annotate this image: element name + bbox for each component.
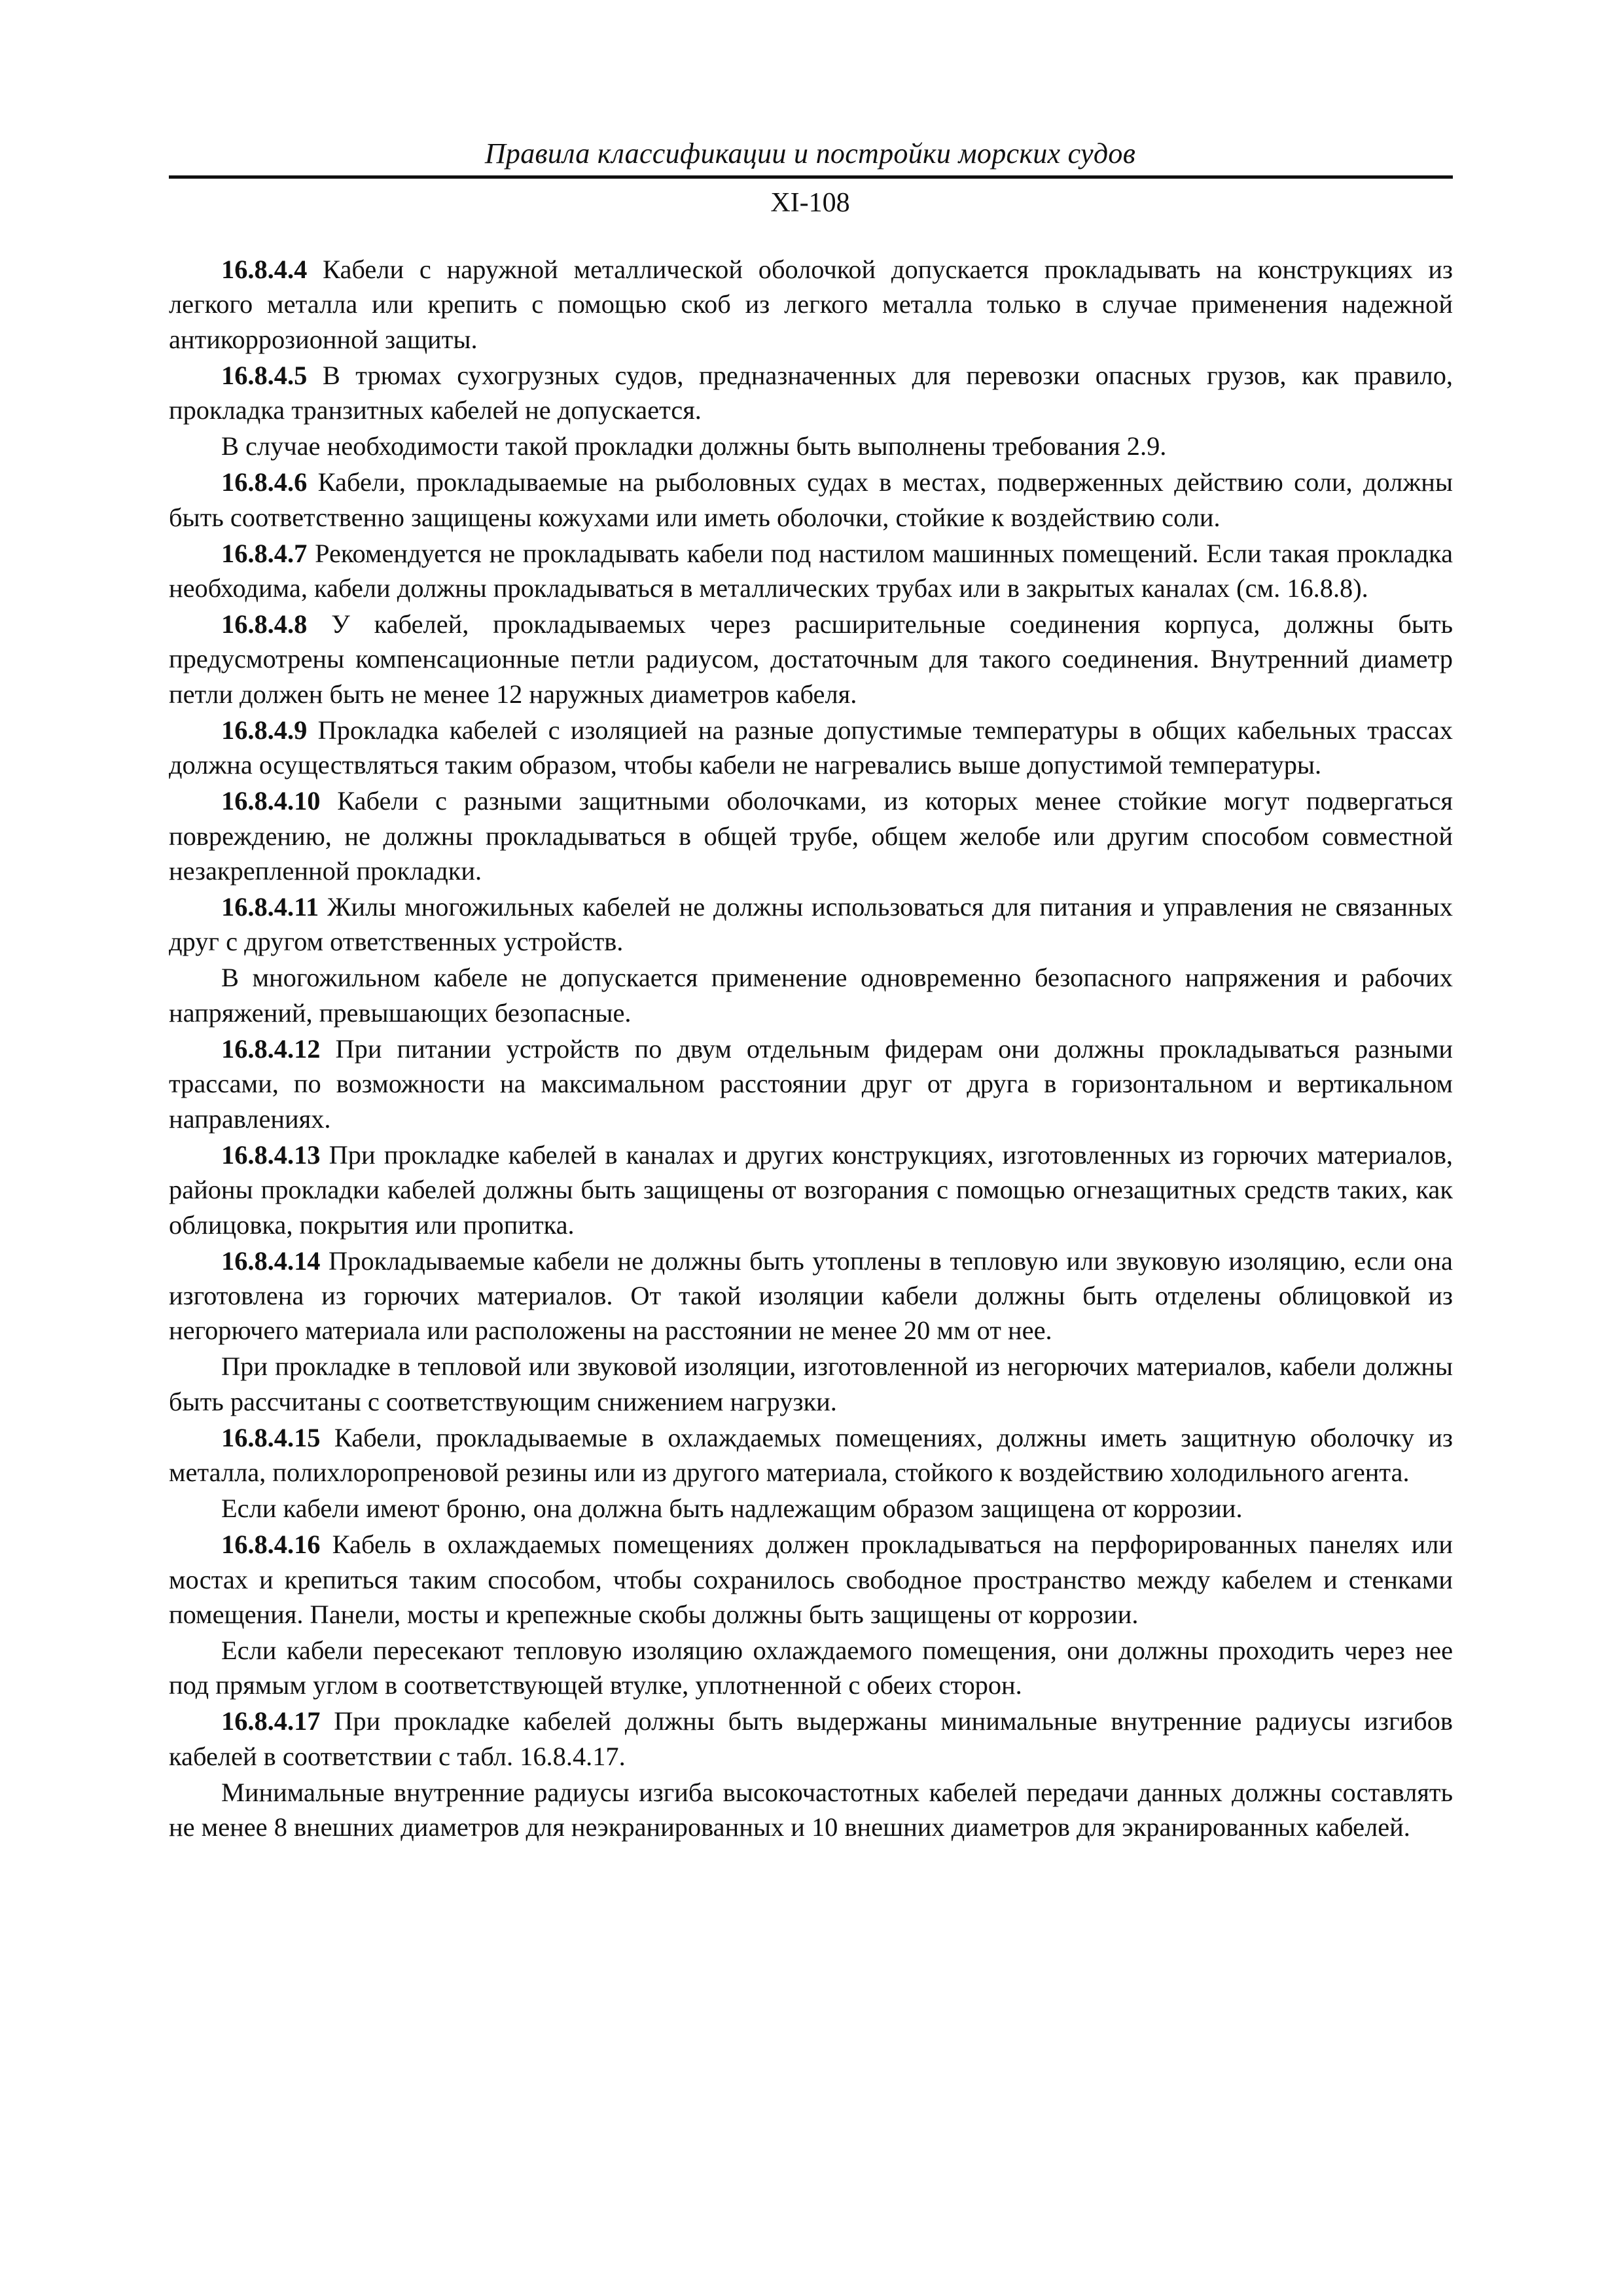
paragraph-16-8-4-13 [169, 1138, 1453, 1242]
clause-number: 16.8.4.17 [221, 1706, 321, 1736]
paragraph-16-8-4-10 [169, 783, 1453, 888]
paragraph-text: Рекомендуется не прокладывать кабели под настилом машинных помещений. Если такая прокладка необходима, кабели должны прокладываться в металлических трубах или в закрытых каналах (см. 16.8.8). [169, 538, 1453, 603]
paragraph-continuation [169, 960, 1453, 1030]
paragraph-16-8-4-4 [169, 252, 1453, 357]
paragraph-text: При прокладке в тепловой или звуковой изоляции, изготовленной из негорючих материалов, кабели должны быть рассчитаны с соответствующим снижением нагрузки. [169, 1352, 1453, 1416]
clause-number: 16.8.4.6 [221, 467, 308, 497]
paragraph-continuation [169, 1775, 1453, 1845]
clause-number: 16.8.4.8 [221, 609, 308, 639]
paragraph-text: У кабелей, прокладываемых через расширительные соединения корпуса, должны быть предусмотрены компенсационные петли радиусом, достаточным для такого соединения. Внутренний диаметр петли должен быть не менее 12 наружных диаметров кабеля. [169, 609, 1453, 709]
paragraph-text: При прокладке кабелей должны быть выдержаны минимальные внутренние радиусы изгибов кабелей в соответствии с табл. 16.8.4.17. [169, 1706, 1453, 1771]
paragraph-continuation [169, 1349, 1453, 1419]
clause-number: 16.8.4.15 [221, 1422, 321, 1452]
paragraph-text: Кабель в охлаждаемых помещениях должен прокладываться на перфорированных панелях или мостах и крепиться таким способом, чтобы сохранилось свободное пространство между кабелем и стенками помещения. Панели, мосты и крепежные скобы должны быть защищены от коррозии. [169, 1530, 1453, 1629]
paragraph-16-8-4-16 [169, 1527, 1453, 1632]
paragraph-16-8-4-9 [169, 713, 1453, 783]
paragraph-text: В трюмах сухогрузных судов, предназначенных для перевозки опасных грузов, как правило, прокладка транзитных кабелей не допускается. [169, 360, 1453, 425]
paragraph-16-8-4-8 [169, 607, 1453, 711]
paragraph-16-8-4-14 [169, 1244, 1453, 1348]
paragraph-text: При питании устройств по двум отдельным фидерам они должны прокладываться разными трассами, по возможности на максимальном расстоянии друг от друга в горизонтальном и вертикальном направлениях. [169, 1033, 1453, 1134]
paragraph-text: Кабели с наружной металлической оболочкой допускается прокладывать на конструкциях из легкого металла или крепить с помощью скоб из легкого металла только в случае применения надежной антикоррозионной защиты. [169, 255, 1453, 354]
clause-number: 16.8.4.7 [221, 538, 308, 568]
paragraph-16-8-4-11 [169, 889, 1453, 960]
page-number: XI-108 [770, 188, 850, 218]
clause-number: 16.8.4.11 [221, 892, 319, 922]
paragraph-text: Кабели с разными защитными оболочками, из которых менее стойкие могут подвергаться повреждению, не должны прокладываться в общей трубе, общем желобе или другим способом совместной незакрепленной прокладки. [169, 786, 1453, 886]
paragraph-text: Прокладываемые кабели не должны быть утоплены в тепловую или звуковую изоляцию, если она изготовлена из горючих материалов. От такой изоляции кабели должны быть отделены облицовкой из негорючего материала или расположены на расстоянии не менее 20 мм от нее. [169, 1246, 1453, 1346]
clause-number: 16.8.4.13 [221, 1139, 321, 1170]
paragraph-text: В случае необходимости такой прокладки должны быть выполнены требования 2.9. [221, 431, 1167, 461]
paragraph-16-8-4-17 [169, 1704, 1453, 1774]
clause-number: 16.8.4.9 [221, 715, 308, 745]
paragraph-text: В многожильном кабеле не допускается применение одновременно безопасного напряжения и рабочих напряжений, превышающих безопасные. [169, 963, 1453, 1028]
paragraph-text: Кабели, прокладываемые на рыболовных судах в местах, подверженных действию соли, должны быть соответственно защищены кожухами или иметь оболочки, стойкие к воздействию соли. [169, 467, 1453, 532]
paragraph-16-8-4-7 [169, 536, 1453, 606]
document-body [169, 252, 1453, 1846]
paragraph-16-8-4-12 [169, 1031, 1453, 1136]
paragraph-text: Если кабели пересекают тепловую изоляцию охлаждаемого помещения, они должны проходить через нее под прямым углом в соответствующей втулке, уплотненной с обеих сторон. [169, 1635, 1453, 1700]
paragraph-text: При прокладке кабелей в каналах и других конструкциях, изготовленных из горючих материалов, районы прокладки кабелей должны быть защищены от возгорания с помощью огнезащитных средств таких, как облицовка, покрытия или пропитка. [169, 1139, 1453, 1240]
header-rule [169, 175, 1453, 179]
paragraph-16-8-4-5 [169, 358, 1453, 428]
clause-number: 16.8.4.12 [221, 1033, 321, 1064]
paragraph-16-8-4-6 [169, 465, 1453, 535]
paragraph-text: Кабели, прокладываемые в охлаждаемых помещениях, должны иметь защитную оболочку из металла, полихлоропреновой резины или из другого материала, стойкого к воздействию холодильного агента. [169, 1422, 1453, 1488]
paragraph-text: Прокладка кабелей с изоляцией на разные допустимые температуры в общих кабельных трассах должна осуществляться таким образом, чтобы кабели не нагревались выше допустимой температуры. [169, 715, 1453, 780]
paragraph-continuation [169, 429, 1453, 463]
clause-number: 16.8.4.10 [221, 786, 321, 816]
paragraph-16-8-4-15 [169, 1420, 1453, 1490]
paragraph-text: Минимальные внутренние радиусы изгиба высокочастотных кабелей передачи данных должны составлять не менее 8 внешних диаметров для неэкранированных и 10 внешних диаметров для экранированных кабелей. [169, 1777, 1453, 1842]
paragraph-text: Если кабели имеют броню, она должна быть надлежащим образом защищена от коррозии. [221, 1494, 1243, 1524]
clause-number: 16.8.4.16 [221, 1530, 321, 1560]
paragraph-text: Жилы многожильных кабелей не должны использоваться для питания и управления не связанных друг с другом ответственных устройств. [169, 892, 1453, 957]
clause-number: 16.8.4.14 [221, 1246, 321, 1276]
paragraph-continuation [169, 1491, 1453, 1526]
clause-number: 16.8.4.5 [221, 360, 308, 390]
running-title: Правила классификации и постройки морских судов [484, 137, 1136, 170]
paragraph-continuation [169, 1633, 1453, 1703]
clause-number: 16.8.4.4 [221, 255, 308, 284]
